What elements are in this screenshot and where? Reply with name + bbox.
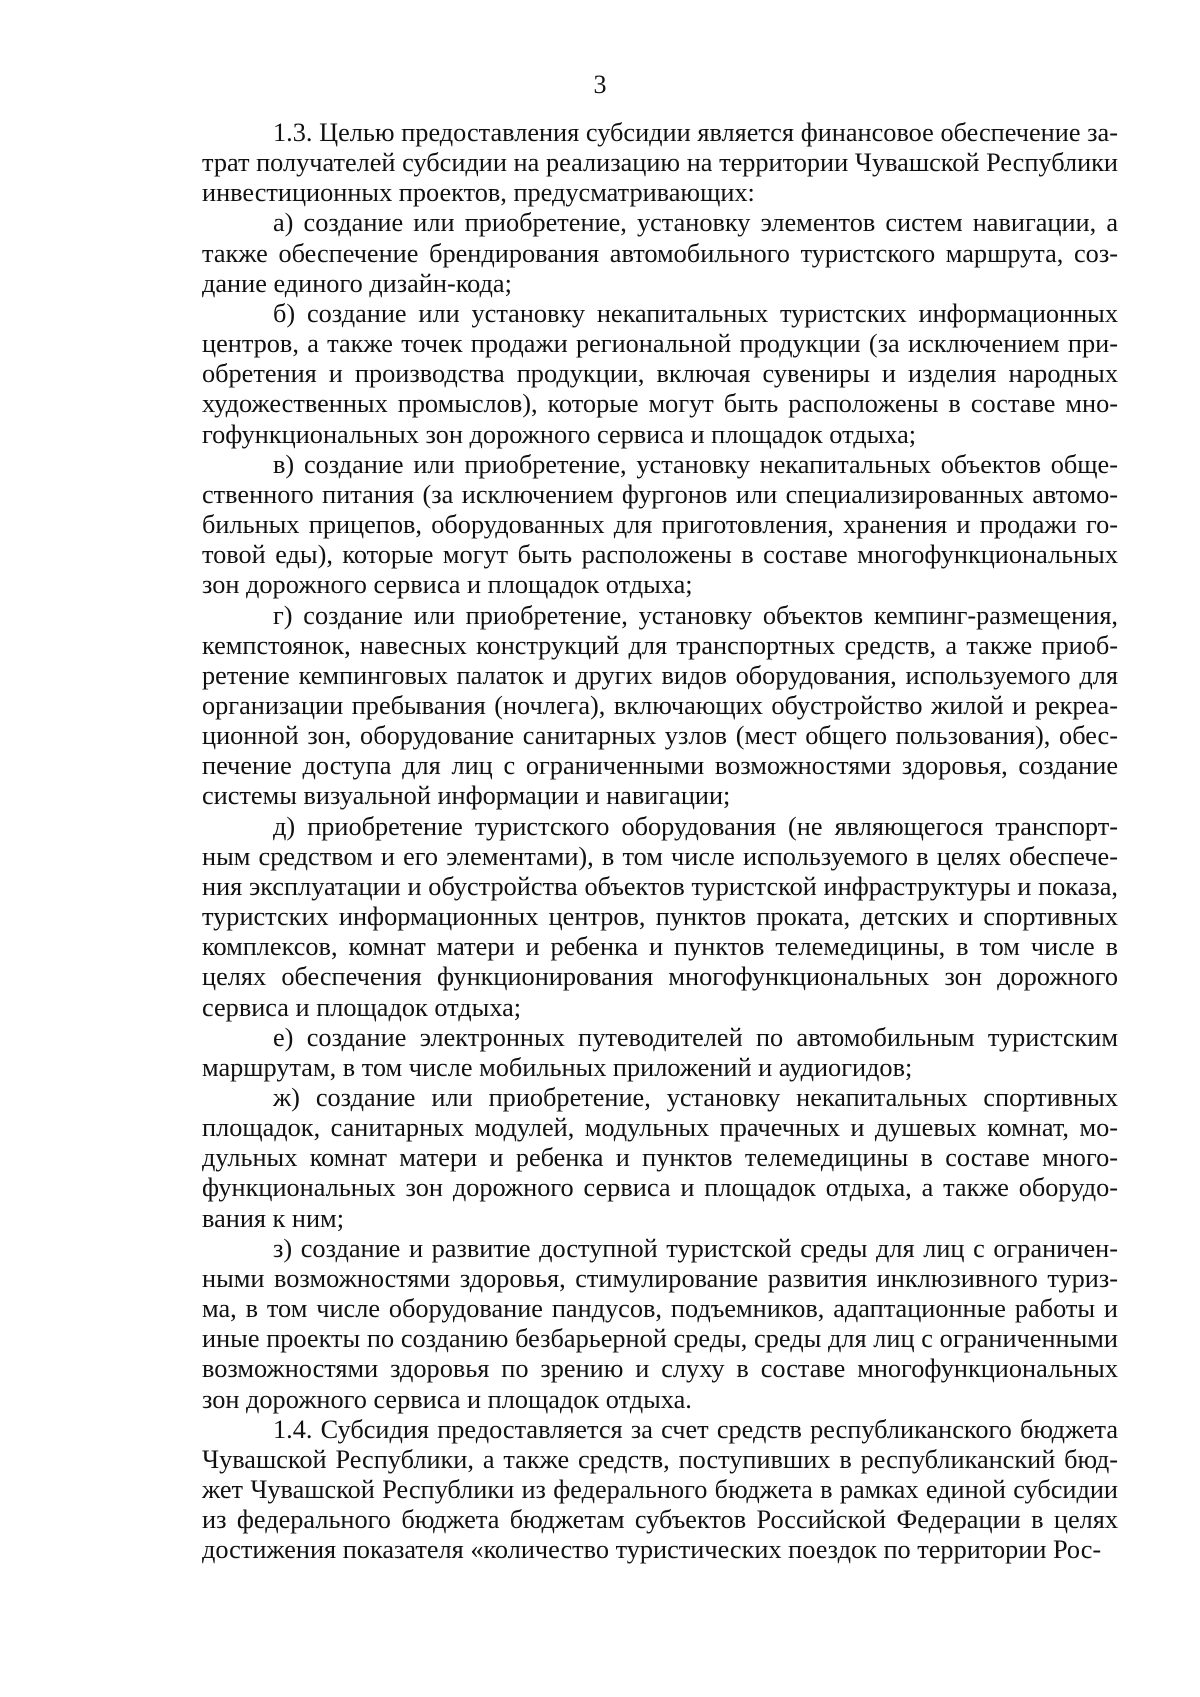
list-item-zh: ж) создание или приобретение, установку некапитальных спортивных площадок, санитарных модулей, модульных прачечных и душевых комнат, модульных комнат матери и ребенка и пунктов телемедицины в составе многофункциональных зон дорожного сервиса и площадок отдыха, а также оборудования к ним;	[202, 1083, 1118, 1233]
list-item-g: г) создание или приобретение, установку объектов кемпинг-размещения, кемпстоянок, навесных конструкций для транспортных средств, а также приобретение кемпинговых палаток и других видов оборудования, используемого для организации пребывания (ночлега), включающих обустройство жилой и рекреационной зон, оборудование санитарных узлов (мест общего пользования), обеспечение доступа для лиц с ограниченными возможностями здоровья, создание системы визуальной информации и навигации;	[202, 600, 1118, 811]
paragraph-1-4: 1.4. Субсидия предоставляется за счет средств республиканского бюджета Чувашской Республики, а также средств, поступивших в республиканский бюджет Чувашской Республики из федерального бюджета в рамках единой субсидии из федерального бюджета бюджетам субъектов Российской Федерации в целях достижения показателя «количество туристических поездок по территории Рос-	[202, 1414, 1118, 1565]
list-item-b: б) создание или установку некапитальных туристских информационных центров, а также точек продажи региональной продукции (за исключением приобретения и производства продукции, включая сувениры и изделия народных художественных промыслов), которые могут быть расположены в составе многофункциональных зон дорожного сервиса и площадок отдыха;	[202, 298, 1118, 449]
list-item-d: д) приобретение туристского оборудования (не являющегося транспортным средством и его элементами), в том числе используемого в целях обеспечения эксплуатации и обустройства объектов туристской инфраструктуры и показа, туристских информационных центров, пунктов проката, детских и спортивных комплексов, комнат матери и ребенка и пунктов телемедицины, в том числе в целях обеспечения функционирования многофункциональных зон дорожного сервиса и площадок отдыха;	[202, 811, 1118, 1022]
list-item-v: в) создание или приобретение, установку некапитальных объектов общественного питания (за исключением фургонов или специализированных автомобильных прицепов, оборудованных для приготовления, хранения и продажи готовой еды), которые могут быть расположены в составе многофункциональных зон дорожного сервиса и площадок отдыха;	[202, 449, 1118, 600]
paragraph-1-3: 1.3. Целью предоставления субсидии является финансовое обеспечение затрат получателей субсидии на реализацию на территории Чувашской Республики инвестиционных проектов, предусматривающих:	[202, 118, 1118, 208]
list-item-z: з) создание и развитие доступной туристской среды для лиц с ограниченными возможностями здоровья, стимулирование развития инклюзивного туризма, в том числе оборудование пандусов, подъемников, адаптационные работы и иные проекты по созданию безбарьерной среды, среды для лиц с ограниченными возможностями здоровья по зрению и слуху в составе многофункциональных зон дорожного сервиса и площадок отдыха.	[202, 1233, 1118, 1414]
list-item-a: а) создание или приобретение, установку элементов систем навигации, а также обеспечение брендирования автомобильного туристского маршрута, создание единого дизайн-кода;	[202, 208, 1118, 298]
document-body	[202, 118, 1118, 1566]
list-item-e: е) создание электронных путеводителей по автомобильным туристским маршрутам, в том числе мобильных приложений и аудиогидов;	[202, 1022, 1118, 1082]
page-number: 3	[593, 70, 607, 99]
